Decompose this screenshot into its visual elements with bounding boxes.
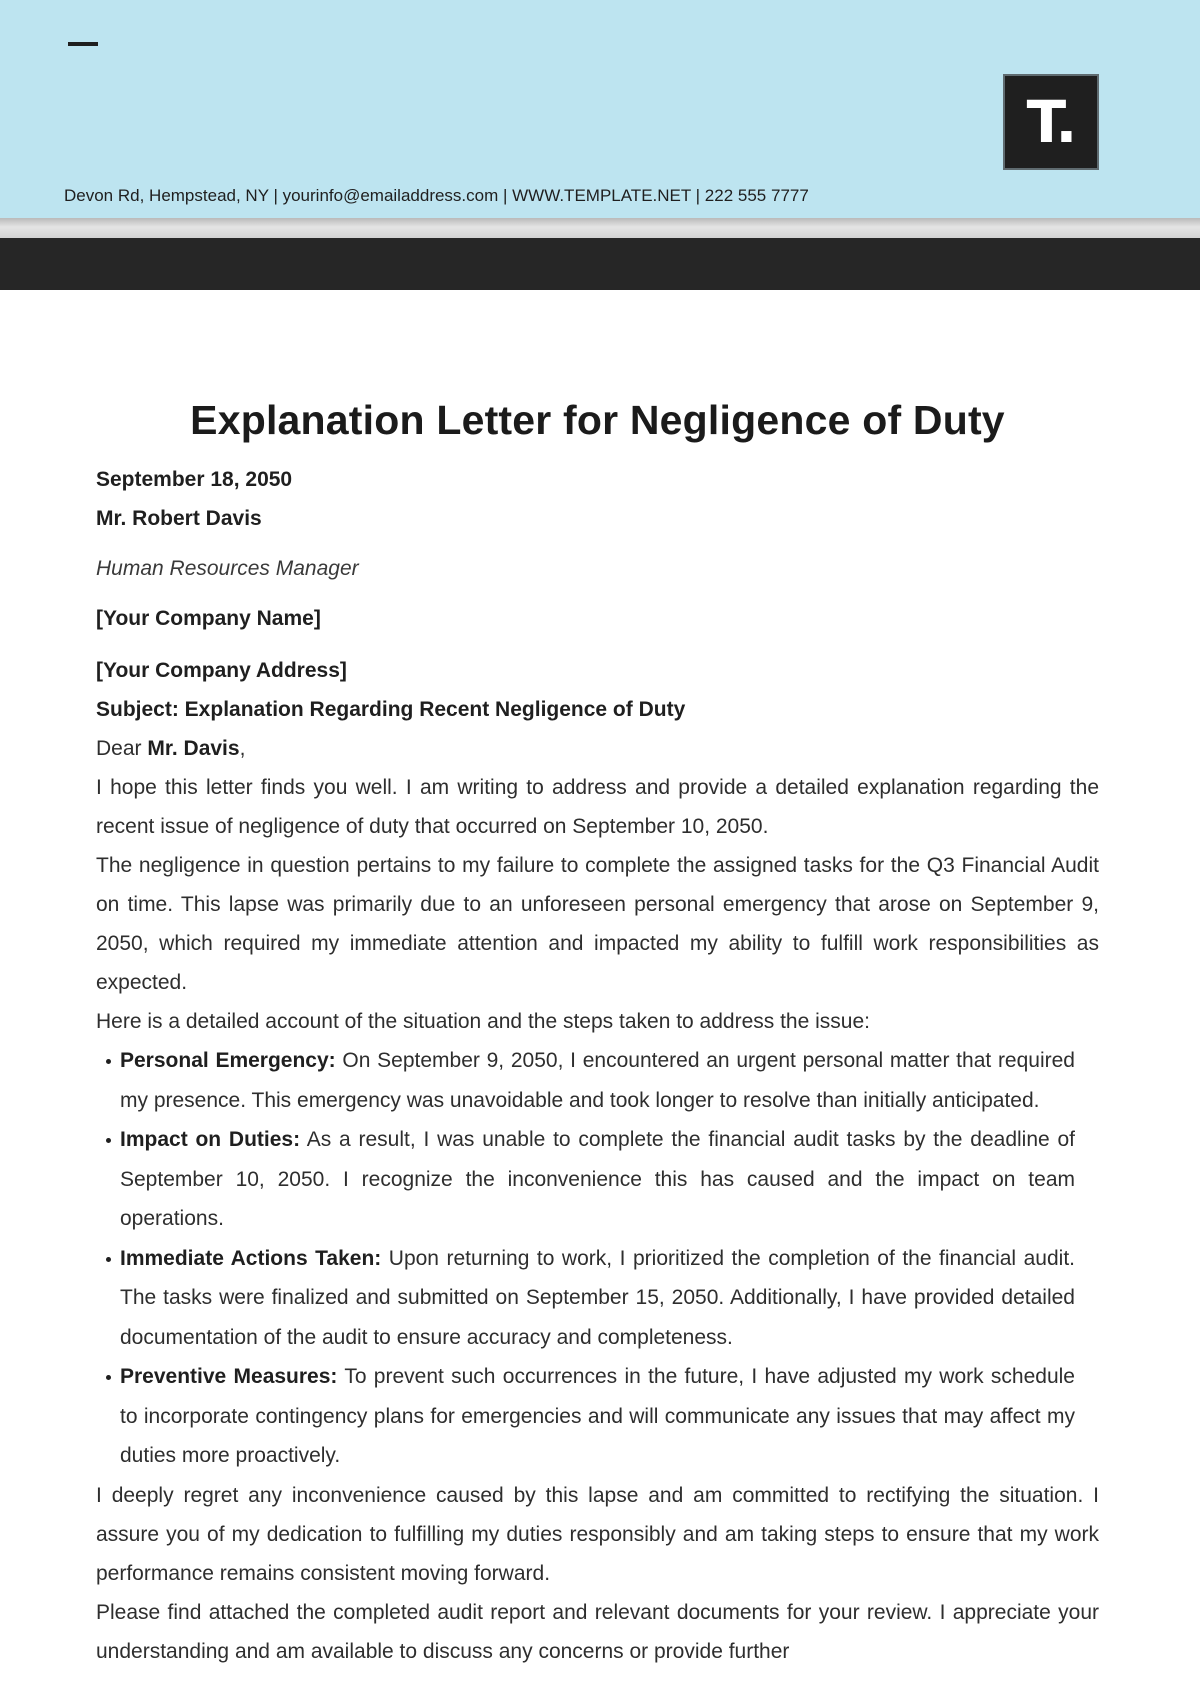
list-item-label: Personal Emergency: — [120, 1049, 336, 1072]
list-item — [120, 1041, 1099, 1120]
list-item-label: Preventive Measures: — [120, 1365, 338, 1388]
header-divider-light — [0, 218, 1200, 238]
paragraph-account: Here is a detailed account of the situation and the steps taken to address the issue: — [96, 1010, 870, 1033]
header-divider-dark — [0, 238, 1200, 290]
list-item — [120, 1357, 1099, 1476]
list-item — [120, 1120, 1099, 1239]
company-address: [Your Company Address] — [96, 659, 347, 682]
letterhead-header — [0, 0, 1200, 218]
greeting-name: Mr. Davis — [147, 737, 240, 760]
company-name: [Your Company Name] — [96, 607, 321, 630]
greeting — [96, 729, 1099, 768]
contact-line: Devon Rd, Hempstead, NY | yourinfo@emailaddress.com | WWW.TEMPLATE.NET | 222 555 7777 — [64, 186, 809, 205]
greeting-prefix: Dear — [96, 737, 148, 760]
recipient-title: Human Resources Manager — [96, 557, 359, 580]
list-item-label: Impact on Duties: — [120, 1128, 301, 1151]
template-logo: T. — [1005, 76, 1097, 168]
paragraph-regret: I deeply regret any inconvenience caused by this lapse and am committed to rectifying the situation. I assure you of my dedication to fulfilling my duties responsibly and am taking steps to ensure that my work performance remains consistent moving forward. — [96, 1483, 1099, 1585]
header-dash-mark — [68, 42, 98, 46]
list-item-text: To prevent such occurrences in the future, I have adjusted my work schedule to incorporate contingency plans for emergencies and will communicate any issues that may affect my duties more proactively. — [120, 1365, 1075, 1467]
letter-date: September 18, 2050 — [96, 468, 293, 491]
paragraph-intro: I hope this letter finds you well. I am writing to address and provide a detailed explanation regarding the recent issue of negligence of duty that occurred on September 10, 2050. — [96, 776, 1099, 838]
list-item-label: Immediate Actions Taken: — [120, 1246, 382, 1270]
paragraph-negligence: The negligence in question pertains to my failure to complete the assigned tasks for the Q3 Financial Audit on time. This lapse was primarily due to an unforeseen personal emergency that arose on September 9, 2050, which required my immediate attention and impacted my ability to fulfill work responsibilities as expected. — [96, 854, 1099, 994]
greeting-suffix: , — [239, 737, 246, 760]
list-item-text: On September 9, 2050, I encountered an urgent personal matter that required my presence. This emergency was unavoidable and took longer to resolve than initially anticipated. — [120, 1049, 1075, 1112]
letter-body — [96, 392, 1099, 1671]
recipient-name: Mr. Robert Davis — [96, 507, 262, 530]
list-item-text: Upon returning to work, I prioritized the completion of the financial audit. The tasks were finalized and submitted on September 15, 2050. Additionally, I have provided detailed documentation of the audit to ensure accuracy and completeness. — [120, 1246, 1075, 1349]
details-list — [96, 1041, 1099, 1476]
letter-subject: Subject: Explanation Regarding Recent Negligence of Duty — [96, 698, 686, 721]
list-item-text: As a result, I was unable to complete the financial audit tasks by the deadline of September 10, 2050. I recognize the inconvenience this has caused and the impact on team operations. — [120, 1128, 1075, 1230]
paragraph-attachment: Please find attached the completed audit report and relevant documents for your review. I appreciate your understanding and am available to discuss any concerns or provide further — [96, 1600, 1099, 1663]
list-item — [120, 1239, 1099, 1358]
letter-title: Explanation Letter for Negligence of Duty — [190, 397, 1005, 443]
